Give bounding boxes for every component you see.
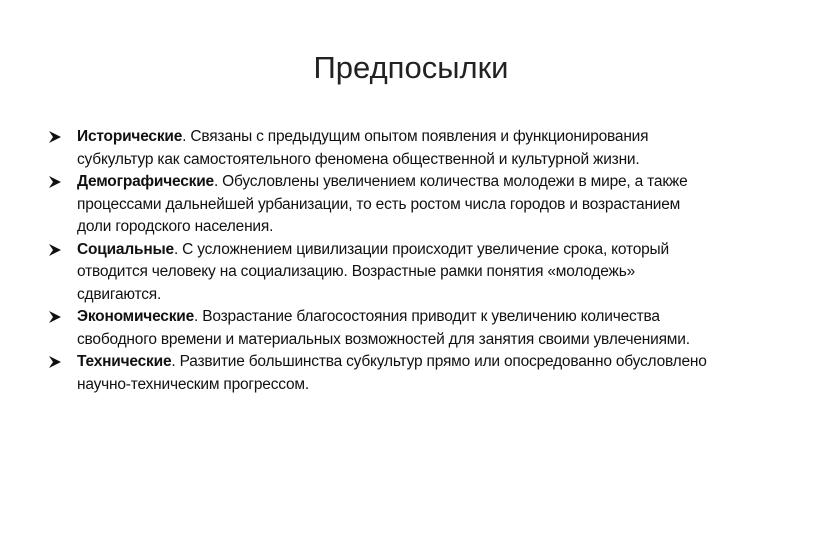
arrow-bullet-icon	[48, 355, 62, 369]
item-first-line	[77, 351, 707, 374]
item-text: . С усложнением цивилизации происходит увеличение срока, который	[173, 240, 669, 258]
item-line: отводится человеку на социализацию. Возрастные рамки понятия «молодежь»	[77, 263, 635, 280]
item-text: . Развитие большинства субкультур прямо или опосредованно обусловлено	[171, 353, 707, 370]
item-line: свободного времени и материальных возможностей для занятия своими увлечениями.	[77, 330, 690, 348]
arrow-bullet-icon	[48, 310, 62, 324]
item-term: Социальные	[77, 240, 174, 258]
list-item	[48, 171, 707, 239]
arrow-bullet-icon	[48, 175, 62, 189]
item-line: научно-техническим прогрессом.	[77, 375, 309, 393]
item-first-line	[77, 171, 707, 194]
item-line: субкультур как самостоятельного феномена общественной и культурной жизни.	[77, 150, 640, 168]
list-item	[48, 126, 707, 171]
item-first-line	[77, 239, 707, 262]
item-text: . Возрастание благосостояния приводит к увеличению количества	[194, 308, 660, 325]
arrow-bullet-icon	[48, 243, 62, 257]
bullet-list	[48, 126, 707, 396]
item-line: сдвигаются.	[77, 285, 162, 303]
list-item	[48, 351, 707, 396]
item-line: доли городского населения.	[77, 218, 274, 235]
item-term: Исторические	[77, 128, 183, 145]
item-first-line	[77, 126, 707, 149]
list-item	[48, 239, 707, 307]
item-text: . Связаны с предыдущим опытом появления и функционирования	[182, 128, 649, 145]
item-term: Технические	[77, 353, 172, 370]
list-item	[48, 306, 707, 351]
item-first-line	[77, 306, 707, 329]
slide-title: Предпосылки	[313, 50, 509, 85]
arrow-bullet-icon	[48, 130, 62, 144]
item-term: Экономические	[77, 308, 195, 325]
item-text: . Обусловлены увеличением количества молодежи в мире, а также	[213, 173, 688, 190]
item-line: процессами дальнейшей урбанизации, то есть ростом числа городов и возрастанием	[77, 195, 681, 213]
item-term: Демографические	[77, 173, 214, 190]
